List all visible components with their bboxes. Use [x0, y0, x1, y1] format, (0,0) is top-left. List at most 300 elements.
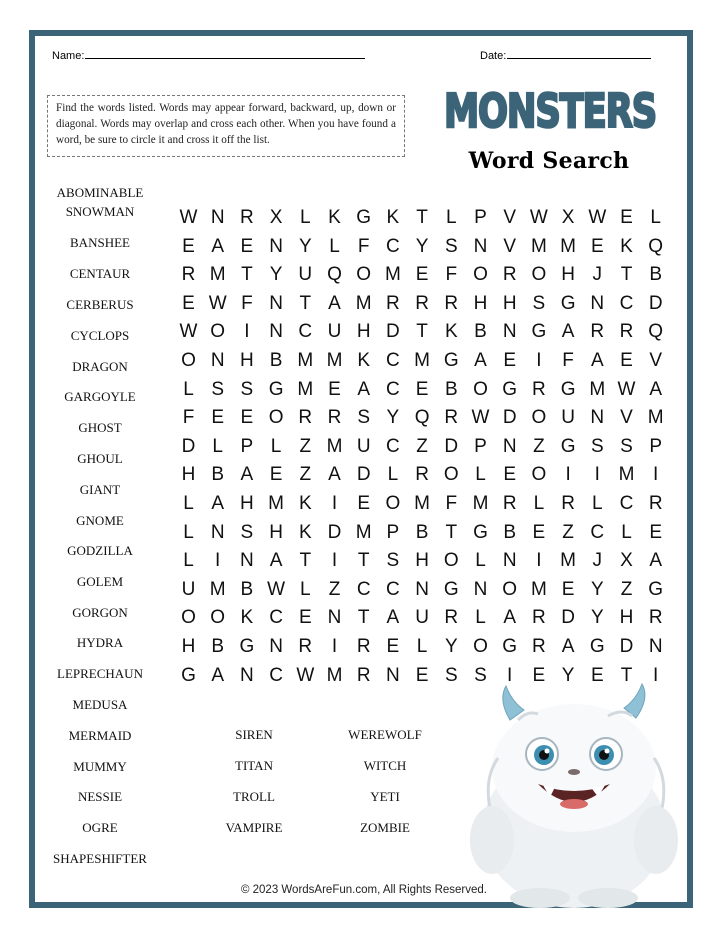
- grid-letter[interactable]: W: [471, 407, 490, 429]
- grid-letter[interactable]: Y: [269, 264, 283, 286]
- grid-letter[interactable]: G: [502, 636, 518, 657]
- grid-letter[interactable]: S: [474, 664, 487, 686]
- grid-letter[interactable]: C: [386, 350, 400, 371]
- word-list-item: GIANT: [79, 482, 121, 497]
- grid-letter[interactable]: A: [211, 235, 225, 257]
- grid-letter[interactable]: U: [415, 607, 429, 629]
- grid-letter[interactable]: L: [183, 521, 194, 543]
- grid-letter[interactable]: H: [181, 636, 196, 657]
- grid-letter[interactable]: C: [619, 292, 634, 314]
- grid-letter[interactable]: L: [329, 235, 340, 257]
- grid-letter[interactable]: L: [533, 493, 545, 514]
- grid-letter[interactable]: M: [326, 435, 343, 457]
- grid-letter[interactable]: T: [416, 321, 428, 343]
- grid-letter[interactable]: N: [269, 235, 283, 257]
- grid-letter[interactable]: E: [415, 264, 429, 286]
- grid-letter[interactable]: D: [181, 435, 196, 457]
- grid-letter[interactable]: S: [620, 435, 633, 457]
- grid-letter[interactable]: M: [530, 578, 547, 600]
- grid-letter[interactable]: L: [300, 207, 311, 228]
- grid-letter[interactable]: M: [560, 550, 576, 572]
- date-label: Date:: [480, 50, 507, 62]
- grid-letter[interactable]: M: [618, 464, 635, 486]
- grid-letter[interactable]: U: [561, 407, 575, 429]
- grid-letter[interactable]: R: [327, 407, 342, 429]
- grid-letter[interactable]: Y: [590, 607, 604, 629]
- grid-letter[interactable]: O: [473, 264, 488, 286]
- grid-letter[interactable]: I: [331, 493, 338, 514]
- grid-letter[interactable]: C: [590, 521, 605, 543]
- grid-letter[interactable]: N: [327, 607, 342, 629]
- grid-letter[interactable]: Y: [386, 407, 400, 429]
- grid-letter[interactable]: K: [240, 607, 254, 629]
- grid-letter[interactable]: O: [268, 407, 284, 429]
- grid-letter[interactable]: A: [328, 464, 341, 486]
- grid-letter[interactable]: O: [210, 321, 226, 343]
- grid-letter[interactable]: E: [415, 378, 429, 400]
- grid-letter[interactable]: E: [503, 350, 517, 371]
- grid-letter[interactable]: G: [589, 636, 605, 657]
- grid-letter[interactable]: O: [502, 578, 518, 600]
- grid-letter[interactable]: L: [446, 207, 457, 228]
- grid-letter[interactable]: A: [328, 292, 341, 314]
- grid-letter[interactable]: C: [386, 378, 400, 400]
- grid-letter[interactable]: R: [648, 607, 663, 629]
- grid-letter[interactable]: T: [241, 264, 253, 286]
- grid-letter[interactable]: D: [356, 464, 371, 486]
- grid-letter[interactable]: L: [387, 464, 399, 486]
- grid-letter[interactable]: O: [385, 493, 401, 514]
- grid-letter[interactable]: A: [269, 550, 283, 572]
- grid-letter[interactable]: M: [589, 378, 606, 400]
- grid-letter[interactable]: B: [649, 264, 663, 286]
- grid-letter[interactable]: S: [444, 235, 458, 257]
- grid-letter[interactable]: R: [619, 321, 634, 343]
- grid-letter[interactable]: L: [475, 464, 486, 486]
- grid-letter[interactable]: E: [620, 207, 633, 228]
- grid-letter[interactable]: G: [268, 378, 284, 400]
- grid-letter[interactable]: E: [298, 607, 312, 629]
- grid-letter[interactable]: M: [209, 264, 226, 286]
- grid-letter[interactable]: G: [648, 578, 664, 600]
- grid-letter[interactable]: V: [620, 407, 633, 429]
- grid-letter[interactable]: U: [327, 321, 342, 343]
- grid-letter[interactable]: A: [357, 378, 371, 400]
- grid-letter[interactable]: M: [355, 292, 372, 314]
- grid-letter[interactable]: F: [562, 350, 574, 371]
- grid-letter[interactable]: X: [620, 550, 633, 572]
- grid-letter[interactable]: G: [356, 207, 372, 228]
- grid-letter[interactable]: E: [182, 292, 195, 314]
- grid-letter[interactable]: C: [386, 578, 400, 600]
- grid-letter[interactable]: V: [649, 350, 663, 371]
- grid-letter[interactable]: N: [269, 321, 283, 343]
- name-field[interactable]: [52, 49, 365, 62]
- grid-letter[interactable]: A: [503, 607, 517, 629]
- grid-letter[interactable]: R: [532, 378, 546, 400]
- grid-letter[interactable]: T: [357, 607, 370, 629]
- grid-letter[interactable]: H: [415, 550, 429, 572]
- grid-letter[interactable]: C: [269, 607, 283, 629]
- grid-letter[interactable]: V: [503, 207, 517, 228]
- grid-letter[interactable]: I: [536, 350, 542, 371]
- grid-letter[interactable]: A: [649, 550, 663, 572]
- grid-letter[interactable]: M: [414, 350, 430, 371]
- grid-letter[interactable]: G: [502, 378, 518, 400]
- grid-letter[interactable]: I: [244, 321, 250, 343]
- grid-letter[interactable]: S: [357, 407, 371, 429]
- grid-letter[interactable]: K: [386, 207, 400, 228]
- grid-letter[interactable]: E: [386, 636, 400, 657]
- grid-letter[interactable]: W: [208, 292, 227, 314]
- grid-letter[interactable]: S: [240, 378, 254, 400]
- grid-letter[interactable]: F: [241, 292, 253, 314]
- grid-letter[interactable]: U: [356, 435, 371, 457]
- grid-letter[interactable]: E: [182, 235, 195, 257]
- grid-letter[interactable]: B: [240, 578, 254, 600]
- grid-letter[interactable]: O: [443, 464, 459, 486]
- grid-letter[interactable]: O: [356, 264, 372, 286]
- grid-letter[interactable]: T: [416, 207, 428, 228]
- grid-letter[interactable]: E: [269, 464, 283, 486]
- grid-letter[interactable]: M: [209, 578, 226, 600]
- grid-letter[interactable]: M: [472, 493, 489, 514]
- grid-letter[interactable]: E: [211, 407, 225, 429]
- word-list-item: GHOST: [78, 420, 122, 435]
- grid-letter[interactable]: Y: [415, 235, 429, 257]
- word-list-item: MUMMY: [73, 759, 127, 774]
- grid-letter[interactable]: H: [240, 493, 254, 514]
- grid-letter[interactable]: E: [240, 235, 254, 257]
- grid-letter[interactable]: L: [300, 578, 311, 600]
- grid-letter[interactable]: B: [269, 350, 283, 371]
- grid-letter[interactable]: D: [502, 407, 517, 429]
- grid-letter[interactable]: N: [269, 292, 283, 314]
- grid-letter[interactable]: R: [444, 607, 459, 629]
- grid-letter[interactable]: T: [620, 664, 633, 686]
- grid-letter[interactable]: T: [299, 292, 312, 314]
- grid-letter[interactable]: T: [299, 550, 312, 572]
- grid-letter[interactable]: B: [444, 378, 458, 400]
- grid-letter[interactable]: D: [619, 636, 634, 657]
- grid-letter[interactable]: Z: [299, 464, 312, 486]
- grid-letter[interactable]: G: [560, 435, 576, 457]
- grid-letter[interactable]: W: [179, 207, 198, 228]
- grid-letter[interactable]: C: [298, 321, 313, 343]
- word-list-item: GARGOYLE: [64, 389, 136, 404]
- grid-letter[interactable]: R: [502, 264, 517, 286]
- grid-letter[interactable]: R: [590, 321, 605, 343]
- grid-letter[interactable]: S: [211, 378, 225, 400]
- grid-letter[interactable]: E: [357, 493, 371, 514]
- grid-letter[interactable]: I: [594, 464, 600, 486]
- grid-letter[interactable]: M: [326, 350, 343, 371]
- grid-letter[interactable]: R: [181, 264, 196, 286]
- grid-letter[interactable]: S: [444, 664, 458, 686]
- grid-letter[interactable]: R: [561, 493, 575, 514]
- grid-letter[interactable]: I: [653, 464, 659, 486]
- grid-letter[interactable]: M: [530, 235, 547, 257]
- grid-letter[interactable]: M: [326, 664, 343, 686]
- grid-letter[interactable]: E: [561, 578, 575, 600]
- word-list-item: BANSHEE: [70, 235, 130, 250]
- grid-letter[interactable]: N: [210, 207, 225, 228]
- yeti-monster-illustration: [458, 680, 690, 908]
- grid-letter[interactable]: H: [356, 321, 371, 343]
- grid-letter[interactable]: I: [215, 550, 221, 572]
- grid-letter[interactable]: R: [415, 464, 429, 486]
- grid-letter[interactable]: N: [590, 292, 605, 314]
- grid-letter[interactable]: L: [621, 521, 632, 543]
- grid-letter[interactable]: A: [211, 493, 225, 514]
- grid-letter[interactable]: A: [561, 321, 575, 343]
- grid-letter[interactable]: T: [445, 521, 458, 543]
- grid-letter[interactable]: G: [473, 521, 488, 543]
- grid-letter[interactable]: N: [502, 435, 517, 457]
- grid-letter[interactable]: Y: [444, 636, 458, 657]
- grid-letter[interactable]: R: [415, 292, 429, 314]
- grid-letter[interactable]: R: [386, 292, 400, 314]
- grid-letter[interactable]: I: [536, 550, 542, 572]
- grid-letter[interactable]: P: [474, 435, 487, 457]
- grid-letter[interactable]: L: [475, 550, 486, 572]
- grid-letter[interactable]: Q: [327, 264, 342, 286]
- grid-letter[interactable]: O: [181, 350, 196, 371]
- grid-letter[interactable]: C: [386, 235, 400, 257]
- grid-letter[interactable]: K: [298, 493, 312, 514]
- grid-letter[interactable]: N: [415, 578, 429, 600]
- grid-letter[interactable]: R: [532, 607, 546, 629]
- word-list-item: CENTAUR: [69, 266, 131, 281]
- grid-letter[interactable]: F: [357, 235, 370, 257]
- grid-letter[interactable]: A: [590, 350, 604, 371]
- grid-letter[interactable]: R: [444, 407, 459, 429]
- grid-letter[interactable]: U: [181, 578, 196, 600]
- grid-letter[interactable]: R: [444, 292, 459, 314]
- grid-letter[interactable]: H: [240, 350, 254, 371]
- grid-letter[interactable]: N: [502, 321, 517, 343]
- grid-letter[interactable]: A: [474, 350, 487, 371]
- grid-letter[interactable]: Y: [298, 235, 312, 257]
- grid-letter[interactable]: O: [531, 464, 547, 486]
- grid-letter[interactable]: K: [357, 350, 371, 371]
- grid-letter[interactable]: D: [561, 607, 575, 629]
- grid-letter[interactable]: S: [386, 550, 400, 572]
- grid-letter[interactable]: O: [473, 636, 488, 657]
- grid-letter[interactable]: L: [183, 493, 194, 514]
- grid-letter[interactable]: I: [565, 464, 571, 486]
- word-list-item: GORGON: [72, 605, 128, 620]
- grid-letter[interactable]: J: [592, 264, 603, 286]
- grid-letter[interactable]: E: [649, 521, 663, 543]
- grid-letter[interactable]: Y: [561, 664, 575, 686]
- grid-letter[interactable]: E: [590, 664, 604, 686]
- grid-letter[interactable]: R: [298, 636, 313, 657]
- grid-letter[interactable]: H: [181, 464, 196, 486]
- grid-letter[interactable]: R: [502, 493, 517, 514]
- grid-letter[interactable]: N: [648, 636, 663, 657]
- grid-letter[interactable]: L: [270, 435, 282, 457]
- grid-letter[interactable]: I: [331, 636, 338, 657]
- grid-letter[interactable]: H: [269, 521, 283, 543]
- grid-letter[interactable]: X: [561, 207, 575, 228]
- grid-letter[interactable]: L: [183, 550, 194, 572]
- grid-letter[interactable]: R: [356, 664, 371, 686]
- grid-letter[interactable]: N: [386, 664, 400, 686]
- grid-letter[interactable]: W: [588, 207, 607, 228]
- grid-letter[interactable]: A: [649, 378, 663, 400]
- grid-letter[interactable]: L: [650, 207, 661, 228]
- grid-letter[interactable]: P: [474, 207, 487, 228]
- grid-letter[interactable]: B: [415, 521, 429, 543]
- grid-letter[interactable]: H: [473, 292, 488, 314]
- grid-letter[interactable]: S: [590, 435, 604, 457]
- grid-letter[interactable]: P: [240, 435, 254, 457]
- grid-letter[interactable]: F: [182, 407, 195, 429]
- grid-letter[interactable]: Q: [648, 235, 664, 257]
- grid-letter[interactable]: Z: [620, 578, 633, 600]
- grid-letter[interactable]: I: [331, 550, 338, 572]
- grid-letter[interactable]: W: [529, 207, 548, 228]
- grid-letter[interactable]: P: [649, 435, 663, 457]
- grid-letter[interactable]: Q: [648, 321, 664, 343]
- grid-letter[interactable]: D: [327, 521, 342, 543]
- grid-letter[interactable]: Z: [562, 521, 574, 543]
- grid-letter[interactable]: U: [298, 264, 313, 286]
- grid-letter[interactable]: O: [473, 378, 488, 400]
- grid-letter[interactable]: O: [531, 264, 547, 286]
- grid-letter[interactable]: N: [210, 521, 225, 543]
- grid-letter[interactable]: J: [592, 550, 603, 572]
- grid-letter[interactable]: C: [356, 578, 371, 600]
- grid-letter[interactable]: M: [384, 264, 401, 286]
- grid-letter[interactable]: N: [240, 550, 254, 572]
- grid-letter[interactable]: D: [386, 321, 400, 343]
- grid-letter[interactable]: E: [415, 664, 429, 686]
- grid-letter[interactable]: B: [474, 321, 487, 343]
- grid-letter[interactable]: K: [298, 521, 312, 543]
- grid-letter[interactable]: Z: [416, 435, 428, 457]
- grid-letter[interactable]: L: [416, 636, 428, 657]
- grid-letter[interactable]: I: [653, 664, 659, 686]
- grid-letter[interactable]: G: [239, 636, 255, 657]
- grid-letter[interactable]: B: [211, 636, 225, 657]
- grid-letter[interactable]: D: [444, 435, 459, 457]
- grid-letter[interactable]: K: [620, 235, 633, 257]
- grid-letter[interactable]: M: [560, 235, 576, 257]
- grid-letter[interactable]: R: [298, 407, 313, 429]
- grid-letter[interactable]: A: [561, 636, 575, 657]
- grid-letter[interactable]: E: [532, 664, 546, 686]
- grid-letter[interactable]: P: [386, 521, 400, 543]
- grid-letter[interactable]: L: [183, 378, 194, 400]
- grid-letter[interactable]: E: [240, 407, 254, 429]
- grid-letter[interactable]: O: [181, 607, 196, 629]
- grid-letter[interactable]: E: [532, 521, 546, 543]
- grid-letter[interactable]: Q: [414, 407, 430, 429]
- grid-letter[interactable]: B: [503, 521, 517, 543]
- grid-letter[interactable]: R: [240, 207, 254, 228]
- grid-letter[interactable]: E: [328, 378, 341, 400]
- grid-letter[interactable]: M: [355, 521, 372, 543]
- grid-letter[interactable]: K: [444, 321, 458, 343]
- grid-letter[interactable]: B: [211, 464, 225, 486]
- grid-letter[interactable]: W: [296, 664, 315, 686]
- grid-letter[interactable]: M: [268, 493, 284, 514]
- grid-letter[interactable]: N: [590, 407, 605, 429]
- grid-letter[interactable]: Z: [328, 578, 341, 600]
- grid-letter[interactable]: M: [297, 350, 314, 371]
- grid-letter[interactable]: Z: [533, 435, 545, 457]
- grid-letter[interactable]: G: [443, 350, 459, 371]
- grid-letter[interactable]: G: [560, 292, 576, 314]
- grid-letter[interactable]: E: [590, 235, 604, 257]
- grid-letter[interactable]: T: [620, 264, 633, 286]
- grid-letter[interactable]: I: [507, 664, 513, 686]
- grid-letter[interactable]: N: [473, 235, 488, 257]
- grid-letter[interactable]: D: [648, 292, 663, 314]
- grid-letter[interactable]: G: [181, 664, 196, 686]
- grid-letter[interactable]: N: [269, 636, 283, 657]
- grid-letter[interactable]: L: [592, 493, 603, 514]
- grid-letter[interactable]: A: [240, 464, 254, 486]
- grid-letter[interactable]: V: [503, 235, 517, 257]
- grid-letter[interactable]: H: [561, 264, 575, 286]
- grid-letter[interactable]: W: [617, 378, 636, 400]
- grid-letter[interactable]: N: [210, 350, 225, 371]
- grid-letter[interactable]: N: [502, 550, 517, 572]
- grid-letter[interactable]: K: [328, 207, 341, 228]
- grid-letter[interactable]: F: [445, 264, 458, 286]
- grid-letter[interactable]: L: [212, 435, 223, 457]
- grid-letter[interactable]: G: [443, 578, 459, 600]
- grid-letter[interactable]: T: [357, 550, 370, 572]
- grid-letter[interactable]: A: [386, 607, 400, 629]
- grid-letter[interactable]: C: [269, 664, 283, 686]
- grid-letter[interactable]: A: [211, 664, 225, 686]
- grid-letter[interactable]: R: [532, 636, 546, 657]
- grid-letter[interactable]: R: [648, 493, 663, 514]
- grid-letter[interactable]: H: [619, 607, 634, 629]
- grid-letter[interactable]: M: [647, 407, 664, 429]
- grid-letter[interactable]: M: [297, 378, 314, 400]
- grid-letter[interactable]: R: [356, 636, 371, 657]
- grid-letter[interactable]: G: [531, 321, 547, 343]
- grid-letter[interactable]: G: [560, 378, 576, 400]
- grid-letter[interactable]: O: [443, 550, 459, 572]
- grid-letter[interactable]: N: [240, 664, 254, 686]
- grid-letter[interactable]: W: [267, 578, 286, 600]
- grid-letter[interactable]: C: [619, 493, 634, 514]
- grid-letter[interactable]: O: [210, 607, 226, 629]
- grid-letter[interactable]: Z: [299, 435, 312, 457]
- grid-letter[interactable]: O: [531, 407, 547, 429]
- grid-letter[interactable]: E: [620, 350, 633, 371]
- date-field[interactable]: [480, 49, 651, 62]
- grid-letter[interactable]: N: [473, 578, 488, 600]
- grid-letter[interactable]: L: [475, 607, 486, 629]
- grid-letter[interactable]: E: [503, 464, 517, 486]
- grid-letter[interactable]: C: [386, 435, 400, 457]
- grid-letter[interactable]: Y: [590, 578, 604, 600]
- grid-letter[interactable]: W: [179, 321, 198, 343]
- grid-letter[interactable]: S: [532, 292, 546, 314]
- grid-letter[interactable]: M: [414, 493, 430, 514]
- grid-letter[interactable]: H: [502, 292, 517, 314]
- grid-letter[interactable]: F: [445, 493, 458, 514]
- grid-letter[interactable]: X: [269, 207, 283, 228]
- grid-letter[interactable]: S: [240, 521, 254, 543]
